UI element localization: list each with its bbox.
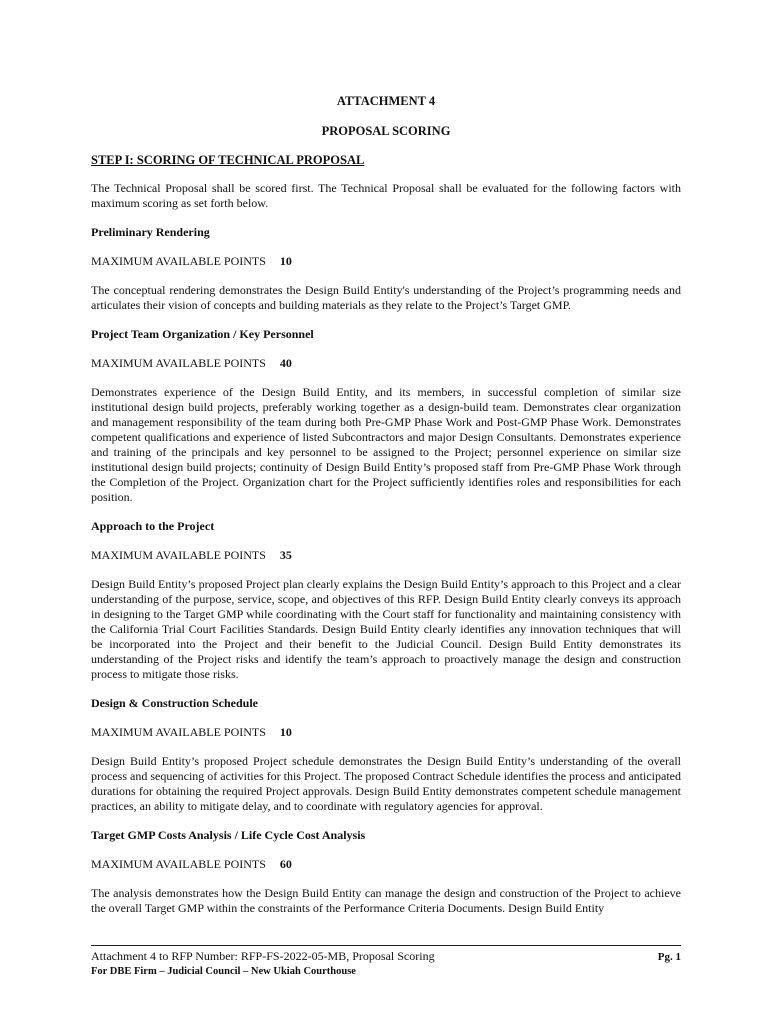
intro-paragraph: The Technical Proposal shall be scored first. The Technical Proposal shall be evaluated for the following factors with maximum scoring as set forth below. bbox=[91, 181, 681, 210]
max-points-value: 60 bbox=[279, 857, 292, 871]
max-points-row bbox=[91, 254, 681, 269]
factor-description: Design Build Entity’s proposed Project plan clearly explains the Design Build Entity’s approach to this Project and a clear understanding of the purpose, service, scope, and objectives of this RFP. Design Build Entity clearly conveys its approach in designing to the Target GMP while coordinating with the Court staff for functionality and maintaining consistency with the California Trial Court Facilities Standards. Design Build Entity clearly identifies any innovation techniques that will be incorporated into the Project and their benefit to the Judicial Council. Design Build Entity demonstrates its understanding of the Project risks and identify the team’s approach to proactively manage the design and construction process to mitigate those risks. bbox=[91, 577, 681, 681]
factor-section bbox=[91, 696, 681, 814]
factor-description: Design Build Entity’s proposed Project schedule demonstrates the Design Build Entity’s understanding of the overall process and sequencing of activities for this Project. The proposed Contract Schedule identifies the process and anticipated durations for obtaining the required Project approvals. Design Build Entity demonstrates competent schedule management practices, an ability to mitigate delay, and to coordinate with regulatory agencies for approval. bbox=[91, 754, 681, 813]
page-number: Pg. 1 bbox=[657, 951, 681, 963]
factor-heading: Target GMP Costs Analysis / Life Cycle Cost Analysis bbox=[91, 828, 366, 842]
max-points-value: 10 bbox=[279, 254, 292, 268]
max-points-value: 35 bbox=[279, 548, 292, 562]
max-points-row bbox=[91, 725, 681, 740]
factor-description: The analysis demonstrates how the Design Build Entity can manage the design and construction of the Project to achieve the overall Target GMP within the constraints of the Performance Criteria Documents. Design Build Entity bbox=[91, 886, 681, 915]
factor-section bbox=[91, 225, 681, 313]
step-heading: STEP I: SCORING OF TECHNICAL PROPOSAL bbox=[91, 153, 365, 167]
factor-description: Demonstrates experience of the Design Build Entity, and its members, in successful completion of similar size institutional design build projects, preferably working together as a design-build team. Demonstrates clear organization and management responsibility of the team during both Pre-GMP Phase Work and Post-GMP Phase Work. Demonstrates competent qualifications and experience of listed Subcontractors and major Design Consultants. Demonstrates experience and training of the principals and key personnel to be assigned to the Project; personnel experience on similar size institutional design build projects; continuity of Design Build Entity’s proposed staff from Pre-GMP Phase Work through the Completion of the Project. Organization chart for the Project sufficiently identifies roles and responsibilities for each position. bbox=[91, 385, 681, 504]
factor-heading: Design & Construction Schedule bbox=[91, 696, 259, 710]
max-points-label: MAXIMUM AVAILABLE POINTS bbox=[91, 356, 266, 370]
max-points-label: MAXIMUM AVAILABLE POINTS bbox=[91, 254, 266, 268]
factor-description: The conceptual rendering demonstrates the Design Build Entity's understanding of the Project’s programming needs and articulates their vision of concepts and building materials as they relate to the Project’s Target GMP. bbox=[91, 283, 681, 312]
max-points-value: 40 bbox=[279, 356, 292, 370]
factor-heading: Project Team Organization / Key Personnel bbox=[91, 327, 314, 341]
factor-section bbox=[91, 828, 681, 916]
attachment-title: ATTACHMENT 4 bbox=[336, 94, 436, 108]
max-points-label: MAXIMUM AVAILABLE POINTS bbox=[91, 857, 266, 871]
page-footer bbox=[91, 945, 681, 977]
document-body bbox=[91, 90, 681, 916]
factor-heading: Preliminary Rendering bbox=[91, 225, 210, 239]
max-points-row bbox=[91, 857, 681, 872]
factor-heading: Approach to the Project bbox=[91, 519, 215, 533]
max-points-row bbox=[91, 356, 681, 371]
factor-section bbox=[91, 519, 681, 682]
max-points-label: MAXIMUM AVAILABLE POINTS bbox=[91, 725, 266, 739]
max-points-row bbox=[91, 548, 681, 563]
factor-section bbox=[91, 327, 681, 505]
footer-line bbox=[91, 949, 681, 964]
footer-title: Attachment 4 to RFP Number: RFP-FS-2022-05-MB, Proposal Scoring bbox=[91, 949, 435, 963]
max-points-label: MAXIMUM AVAILABLE POINTS bbox=[91, 548, 266, 562]
footer-subtitle: For DBE Firm – Judicial Council – New Ukiah Courthouse bbox=[91, 966, 356, 977]
max-points-value: 10 bbox=[279, 725, 292, 739]
proposal-scoring-title: PROPOSAL SCORING bbox=[321, 124, 451, 138]
